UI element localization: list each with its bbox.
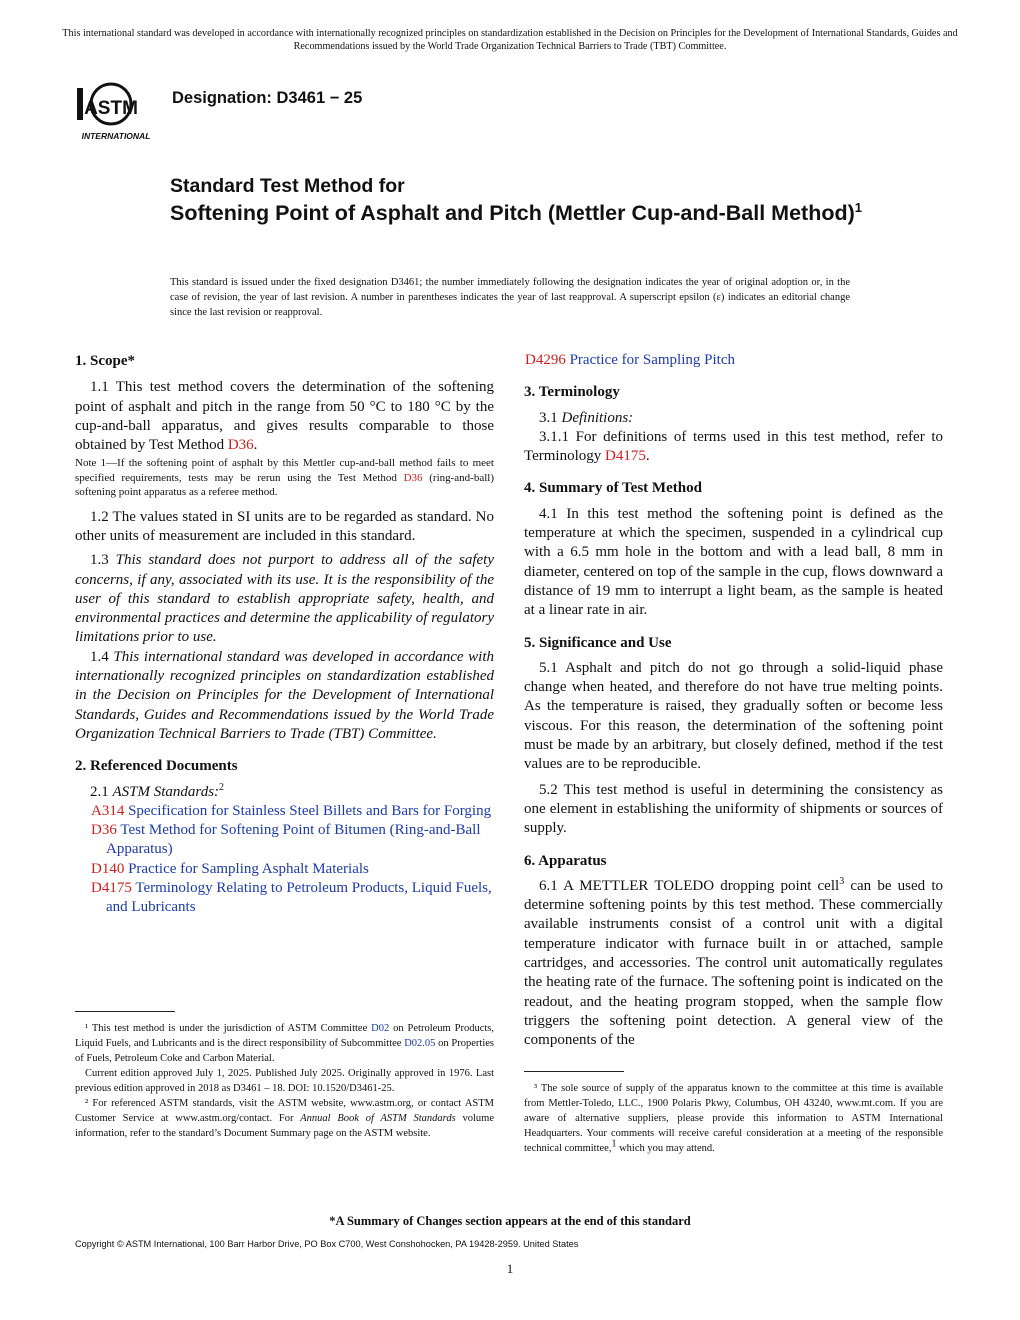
ref-title: Practice for Sampling Pitch <box>569 352 735 368</box>
fn2-text-b: volume information, refer to the standard’s Document Summary page on the ASTM website. <box>75 1113 494 1139</box>
scope-heading: 1. Scope* <box>75 353 135 369</box>
fn1-text-b: on Petroleum Products, Liquid Fuels, and Lubricants and is the direct responsibility of Subcommittee <box>75 1023 494 1049</box>
note-1 <box>75 456 494 499</box>
footnote-rule-left <box>75 1011 175 1012</box>
ref-title: Specification for Stainless Steel Billets and Bars for Forging <box>128 802 492 819</box>
document-title <box>170 200 870 226</box>
significance-p1: 5.1 Asphalt and pitch do not go through a solid-liquid phase change when heated, and therefore do not have true melting points. As the temperature is raised, they gradually soften or become less viscous. For this reason, the determination of the softening point must be made by an arbitrary, but closely defined, method if the test values are to be reproducible. <box>524 659 943 773</box>
terminology-p2-text: 3.1.1 For definitions of terms used in this test method, refer to Terminology <box>524 428 943 465</box>
ref-code: D4175 <box>91 880 132 897</box>
fn1-link-d0205[interactable]: D02.05 <box>404 1038 436 1049</box>
title-line-1: Standard Test Method for <box>170 175 405 197</box>
apparatus-p1 <box>524 877 943 1051</box>
title-footnote-marker: 1 <box>854 199 863 215</box>
issuance-note: This standard is issued under the fixed designation D3461; the number immediately following the designation indicates the year of original adoption or, in the case of revision, the year of last revision. A number in parentheses indicates the year of last reapproval. A superscript epsilon (ε) indicates an editorial change since the last revision or reapproval. <box>170 277 850 318</box>
fn2-italic: Annual Book of ASTM Standards <box>300 1113 456 1124</box>
ref-code: D140 <box>91 860 125 877</box>
scope-p4 <box>75 648 494 744</box>
astm-standards-text: ASTM Standards: <box>112 783 220 800</box>
left-column <box>75 352 494 918</box>
ref-d4175[interactable] <box>75 879 494 918</box>
apparatus-p1-a: 6.1 A METTLER TOLEDO dropping point cell <box>539 877 840 894</box>
ref-code: D4296 <box>525 352 566 368</box>
fn1-link-d02[interactable]: D02 <box>371 1023 390 1034</box>
scope-p1-text: 1.1 This test method covers the determination of the softening point of asphalt and pitch in the range from 50 °C to 180 °C by the cup-and-ball apparatus, and gives results comparable to those obtained by Test Method <box>75 379 494 454</box>
scope-p3 <box>75 551 494 647</box>
terminology-p1-label: Definitions: <box>561 409 634 426</box>
copyright: Copyright © ASTM International, 100 Barr Harbor Drive, PO Box C700, West Conshohocken, PA 19428-2959. United States <box>75 1239 579 1249</box>
title-line-2: Softening Point of Asphalt and Pitch (Mettler Cup-and-Ball Method) <box>170 201 855 225</box>
terminology-p1-num: 3.1 <box>539 409 562 426</box>
footnote-3 <box>524 1081 943 1156</box>
terminology-p2-end: . <box>645 448 650 465</box>
tbt-notice: This international standard was developed in accordance with internationally recognized principles on standardization established in the Decision on Principles for the Development of International Standards, Guides and Recommendations issued by the World Trade Organization Technical Barriers to Trade (TBT) Committee. <box>62 28 958 52</box>
astm-logo <box>76 76 162 144</box>
svg-text:INTERNATIONAL: INTERNATIONAL <box>81 131 151 141</box>
significance-heading: 5. Significance and Use <box>524 634 672 651</box>
note-link-d36[interactable]: D36 <box>403 471 423 484</box>
ref-title: Practice for Sampling Asphalt Materials <box>128 860 369 877</box>
ref-title: Test Method for Softening Point of Bitumen (Ring-and-Ball Apparatus) <box>106 822 481 858</box>
terminology-heading: 3. Terminology <box>524 384 620 401</box>
scope-p4-text: This international standard was developed in accordance with internationally recognized principles on standardization established in the Decision on Principles for the Development of International Standards, Guides and Recommendations issued by the World Trade Organization Technical Barriers to Trade (TBT) Committee. <box>75 648 494 742</box>
ref-code: A314 <box>91 802 125 819</box>
page-number: 1 <box>506 1261 514 1276</box>
ref-d4296[interactable] <box>524 351 943 370</box>
footnotes-left <box>75 1021 494 1141</box>
astm-standards-num: 2.1 <box>90 783 113 800</box>
significance-p2: 5.2 This test method is useful in determining the consistency as one element in establishing the uniformity of shipments or sources of supply. <box>524 781 943 837</box>
fn1-text-c: on Properties of Fuels, Petroleum Coke and Carbon Material. <box>75 1038 495 1064</box>
fn3-text-a: ³ The sole source of supply of the apparatus known to the committee at this time is available from Mettler-Toledo, LLC., 1900 Polaris Pkwy, Columbus, OH 43240, www.mt.com. If you are aware of alternative suppliers, please provide this information to ASTM International Headquarters. Your comments will receive careful consideration at a meeting of the responsible technical committee, <box>524 1083 943 1154</box>
apparatus-footnote-marker: 3 <box>839 875 845 887</box>
scope-p3-text: This standard does not purport to address all of the safety concerns, if any, associated with its use. It is the responsibility of the user of this standard to establish appropriate safety, health, and environmental practices and determine the applicability of regulatory limitations prior to use. <box>75 552 495 646</box>
note-1-text-a: Note 1—If the softening point of asphalt by this Mettler cup-and-ball method fails to meet specified requirements, tests may be rerun using the Test Method <box>75 457 494 484</box>
scope-p1 <box>75 378 494 455</box>
fn2-text-a: ² For referenced ASTM standards, visit the ASTM website, www.astm.org, or contact ASTM Customer Service at www.astm.org/contact. For <box>75 1098 494 1124</box>
right-column <box>524 351 943 1051</box>
scope-p1-end: . <box>253 437 258 454</box>
link-d36[interactable]: D36 <box>227 437 254 454</box>
apparatus-p1-b: can be used to determine softening points by this test method. These commercially available instruments consist of a control unit with a digital temperature indicator with furnace built in or attached, sample cartridges, and accessories. The control unit automatically regulates the heating rate of the furnace. The softening point is indicated on the readout, and the heating program stopped, when the sample flow triggers the softening point detection. A general view of the components of the <box>524 877 943 1049</box>
link-d4175[interactable]: D4175 <box>605 448 646 465</box>
svg-text:ASTM: ASTM <box>84 98 138 119</box>
ref-code: D36 <box>91 822 117 839</box>
terminology-p1 <box>524 409 943 428</box>
apparatus-heading: 6. Apparatus <box>524 852 607 869</box>
referenced-heading: 2. Referenced Documents <box>75 758 238 775</box>
fn3-sup: 1 <box>611 1138 617 1150</box>
footnote-2 <box>75 1096 494 1141</box>
ref-d140[interactable] <box>75 860 494 879</box>
footnotes-right <box>524 1081 943 1156</box>
scope-p3-num: 1.3 <box>90 552 116 569</box>
ref-d36[interactable] <box>75 821 494 860</box>
ref-a314[interactable] <box>75 802 494 821</box>
fn3-text-b: which you may attend. <box>616 1143 715 1154</box>
terminology-p2 <box>524 428 943 467</box>
summary-of-changes-notice: *A Summary of Changes section appears at the end of this standard <box>329 1214 691 1228</box>
designation: Designation: D3461 − 25 <box>172 89 363 107</box>
astm-standards-label <box>75 783 494 802</box>
footnote-1 <box>75 1021 494 1066</box>
scope-p2: 1.2 The values stated in SI units are to be regarded as standard. No other units of measurement are included in this standard. <box>75 508 494 544</box>
ref-title: Terminology Relating to Petroleum Products, Liquid Fuels, and Lubricants <box>106 880 492 916</box>
astm-standards-sup: 2 <box>219 781 225 793</box>
scope-p4-num: 1.4 <box>90 648 114 665</box>
note-1-text-b: (ring-and-ball) softening point apparatus as a referee method. <box>75 471 494 499</box>
fn1-text-a: ¹ This test method is under the jurisdiction of ASTM Committee <box>85 1023 372 1034</box>
summary-method-p1: 4.1 In this test method the softening point is defined as the temperature at which the specimen, suspended in a cylindrical cup with a 6.5 mm hole in the bottom and with a lead ball, 8 mm in diameter, centered on top of the sample in the cup, flows downward a distance of 19 mm to interrupt a light beam, as the sample is heated at a linear rate in air. <box>524 505 943 619</box>
footnote-rule-right <box>524 1071 624 1072</box>
footnote-1-edition: Current edition approved July 1, 2025. Published July 2025. Originally approved in 1976. Last previous edition approved in 2018 as D3461 – 18. DOI: 10.1520/D3461-25. <box>75 1068 494 1094</box>
summary-method-heading: 4. Summary of Test Method <box>524 480 702 497</box>
